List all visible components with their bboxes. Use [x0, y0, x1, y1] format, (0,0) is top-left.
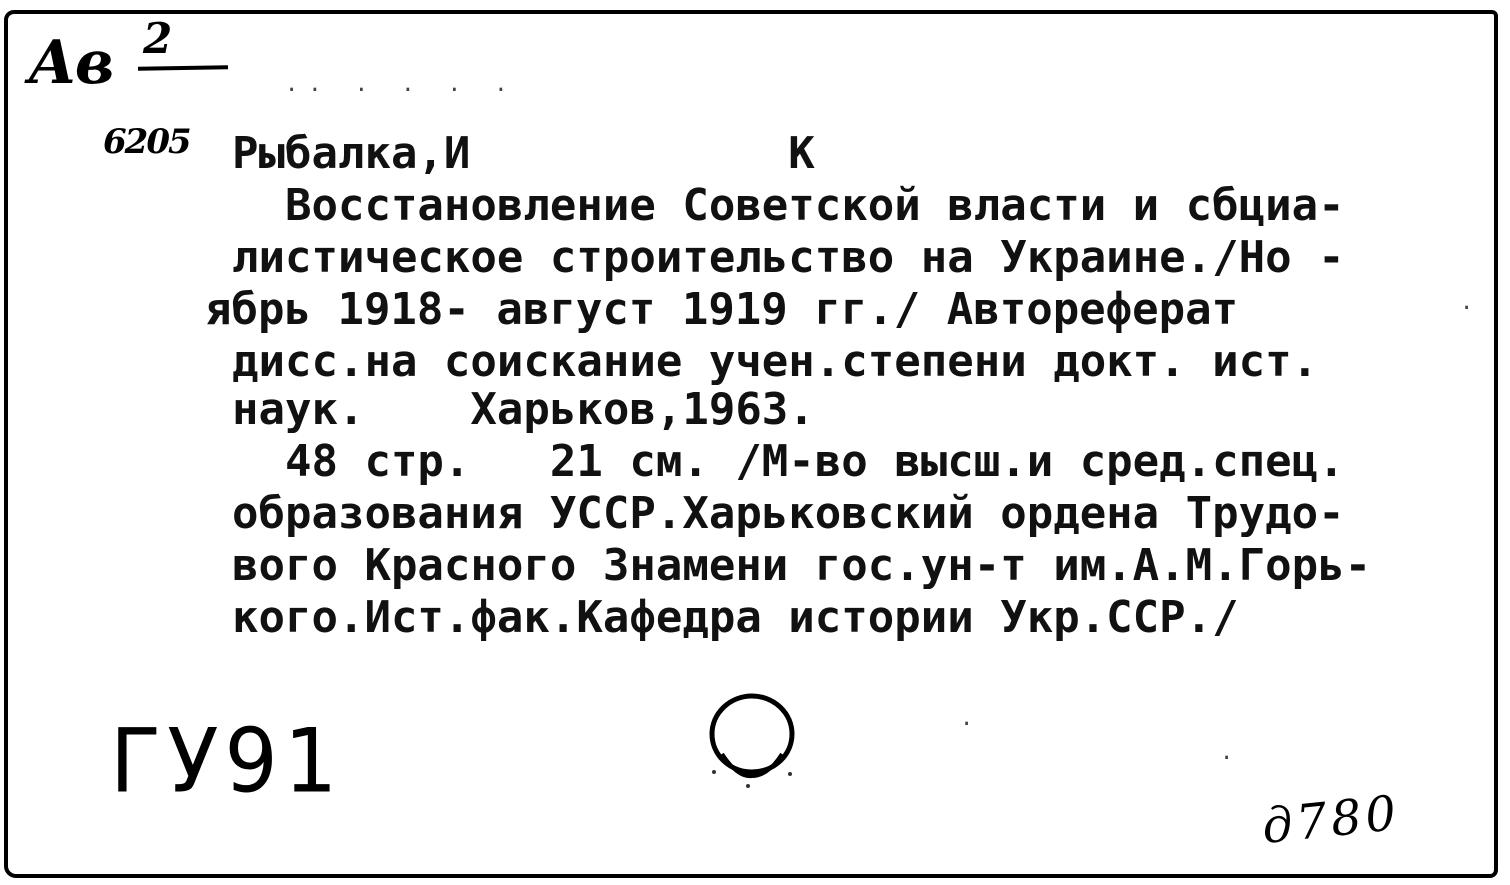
text-line-5: наук. Харьков,1963.: [232, 384, 815, 435]
stamp-code: ГУ91: [110, 709, 344, 813]
shelf-number: 2: [143, 14, 173, 63]
author-line: Рыбалка,И К: [232, 128, 815, 179]
accession-number: 6205: [103, 122, 190, 162]
text-line-6: 48 стр. 21 см. /М-во высш.и сред.спец.: [232, 436, 1345, 487]
punch-hole-icon: [708, 692, 796, 788]
text-line-1: Восстановление Советской власти и сбциа-: [232, 180, 1345, 231]
text-line-8: вого Красного Знамени гос.ун-т им.А.М.Горь-: [232, 540, 1372, 591]
text-line-3: ябрь 1918- август 1919 гг./ Автореферат: [205, 284, 1239, 335]
text-line-7: образования УССР.Харьковский ордена Трудо-: [232, 488, 1345, 539]
text-line-9: кого.Ист.фак.Кафедра истории Укр.ССР./: [232, 592, 1239, 643]
speck-2: .: [1220, 740, 1244, 765]
dotted-mark: .. . . . .: [285, 72, 518, 97]
inventory-number: д780: [1259, 784, 1403, 856]
speck-3: .: [1460, 290, 1484, 315]
text-line-4: дисс.на соискание учен.степени докт. ист.: [232, 336, 1319, 387]
shelf-mark: Ав: [28, 28, 113, 98]
speck-1: .: [960, 706, 984, 731]
text-line-2: листическое строительство на Украине./Но -: [232, 232, 1345, 283]
